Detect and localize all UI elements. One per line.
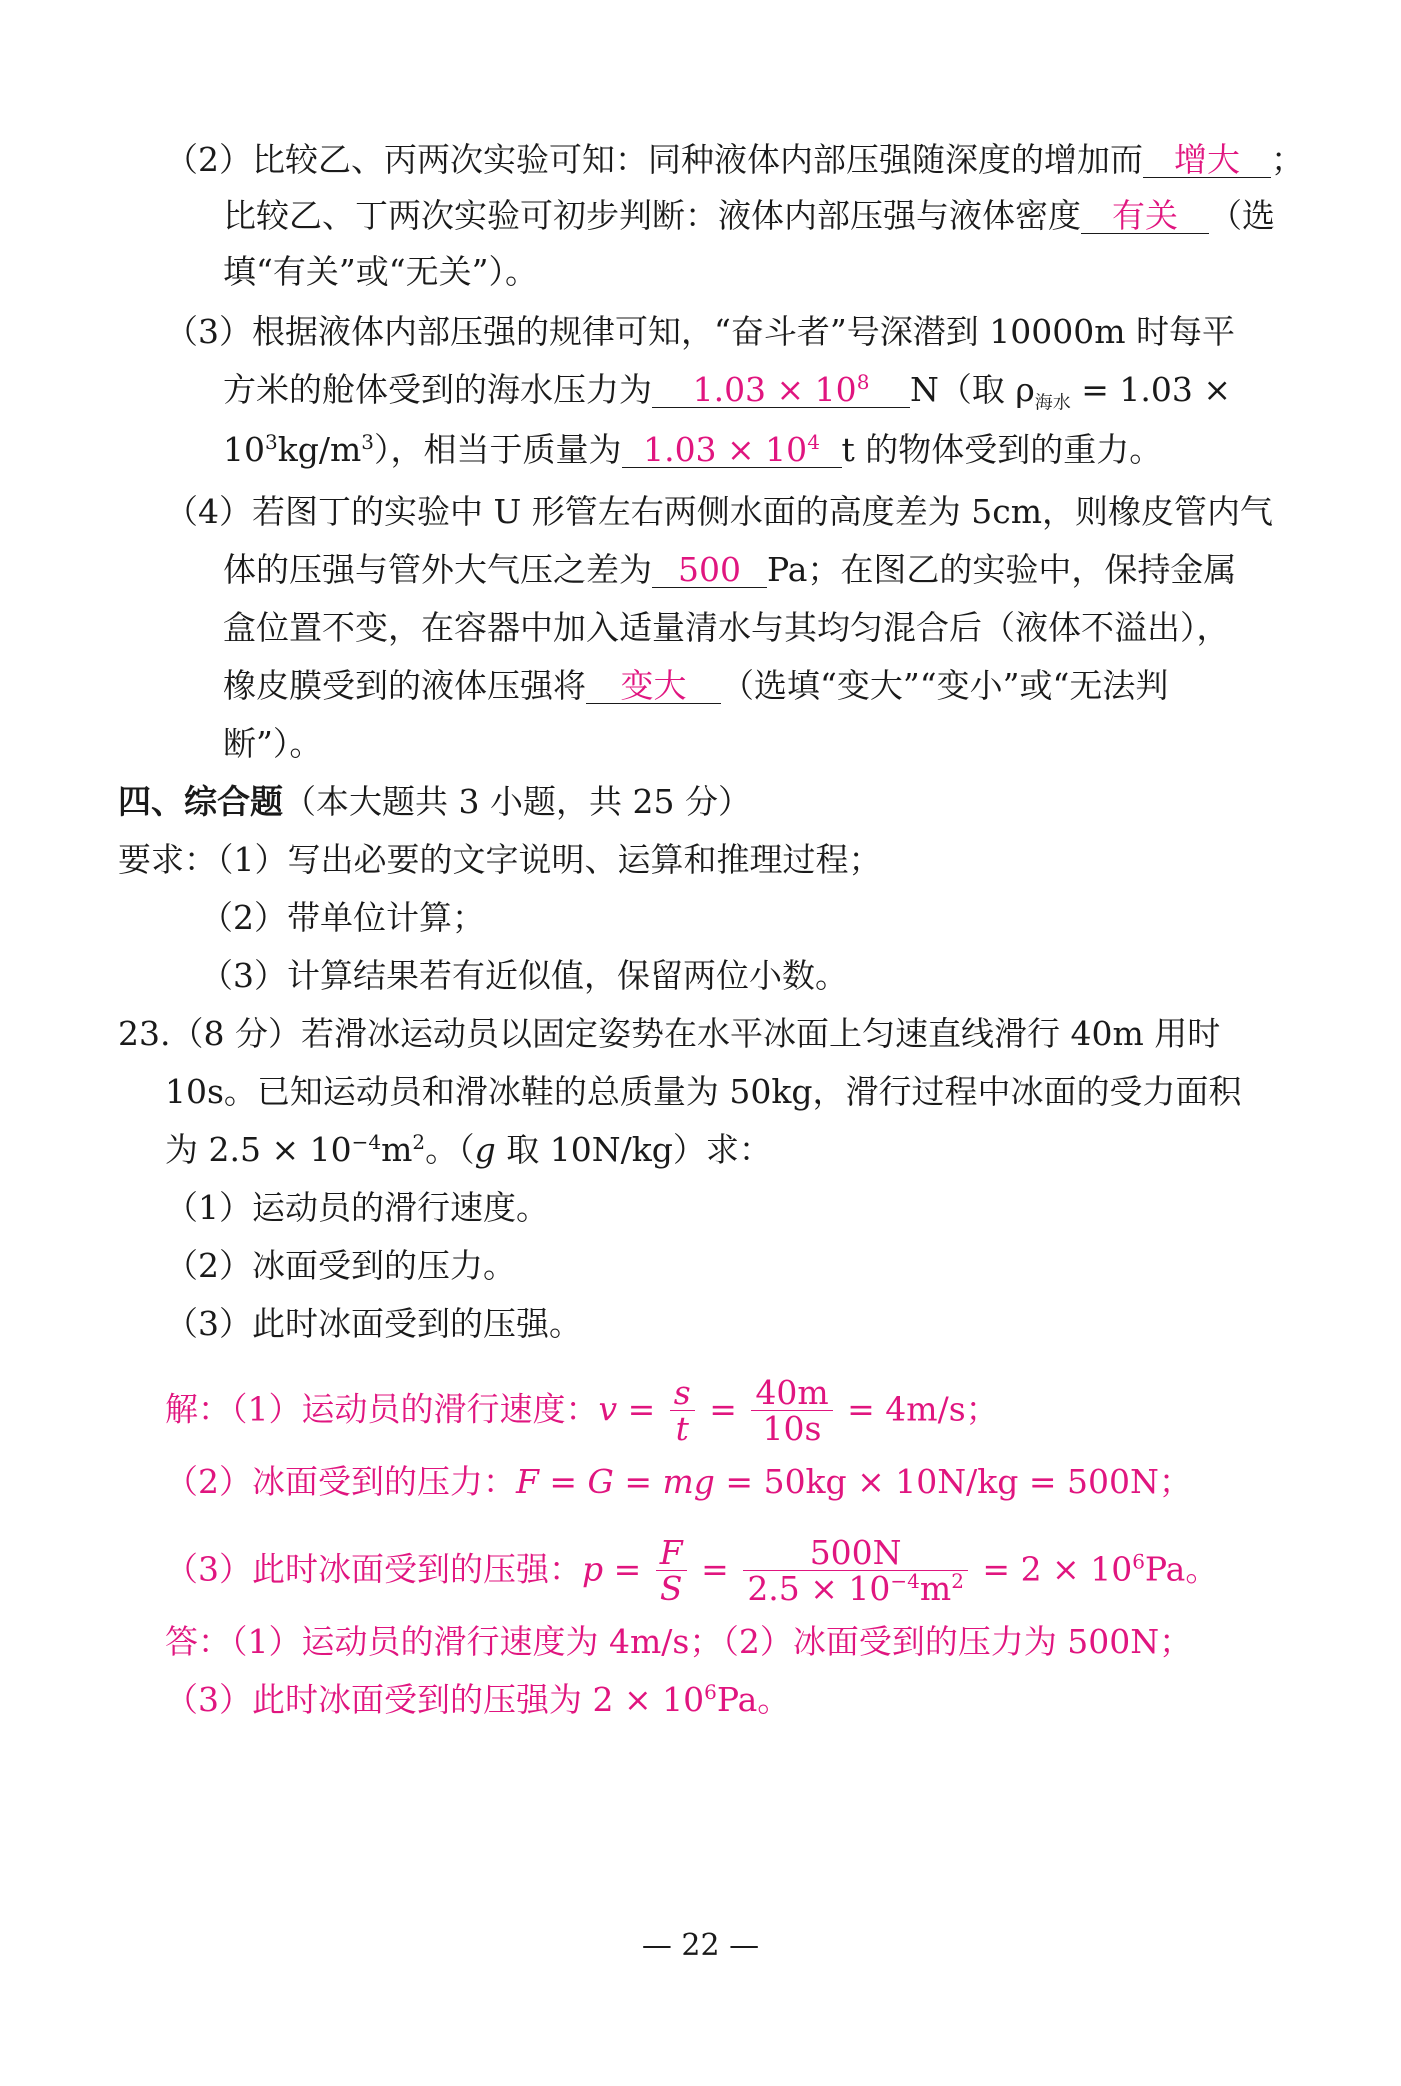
fraction: $\frac{F}{S}$ [656,1536,687,1607]
answer-blank: 变大 [586,669,721,704]
q23-sub3: （3）此时冰面受到的压强。 [165,1304,582,1343]
q22-part4-line3: 盒位置不变，在容器中加入适量清水与其均匀混合后（液体不溢出）， [223,608,1230,647]
requirement-3: （3）计算结果若有近似值，保留两位小数。 [200,956,848,995]
answer-line2: （3）此时冰面受到的压强为 $2 \times 10^6Pa$。 [165,1680,791,1719]
q23-sub2: （2）冰面受到的压力。 [165,1246,516,1285]
q22-part3-line3: $10^3kg/m^3$），相当于质量为 $1.03 \times 10^4$ t 的物体受到的重力。 [223,430,1163,469]
q22-part4-line4: 橡皮膜受到的液体压强将 变大 （选填“变大”“变小”或“无法判 [223,666,1169,705]
q22-part2-line3: 填“有关”或“无关”）。 [223,252,538,291]
q22-part4-line1: （4）若图丁的实验中 U 形管左右两侧水面的高度差为 5cm，则橡皮管内气 [165,492,1274,531]
answer-line1: 答：（1）运动员的滑行速度为 4m/s；（2）冰面受到的压力为 500N； [165,1622,1193,1661]
q23-line2: 10s。已知运动员和滑冰鞋的总质量为 50kg，滑行过程中冰面的受力面积 [165,1072,1242,1111]
answer-blank: $1.03 \times 10^4$ [622,433,842,468]
q22-part3-line2: 方米的舱体受到的海水压力为 $1.03 \times 10^8$ N（取 $\rho_{海水} = 1.03$ × [223,370,1232,414]
q22-part4-line5: 断”）。 [223,724,323,763]
answer-blank: 有关 [1081,199,1209,234]
q22-part4-line2: 体的压强与管外大气压之差为 500 Pa；在图乙的实验中，保持金属 [223,550,1237,589]
q23-line3: 为 $2.5 \times 10^{-4}m^2$。（g 取 10N/kg）求： [165,1130,772,1169]
q22-part3-line1: （3）根据液体内部压强的规律可知，“奋斗者”号深潜到 10000m 时每平 [165,312,1235,351]
q23-line1: 23.（8 分）若滑冰运动员以固定姿势在水平冰面上匀速直线滑行 40m 用时 [118,1014,1221,1053]
q22-part2-line2: 比较乙、丁两次实验可初步判断：液体内部压强与液体密度 有关 （选 [223,196,1275,235]
requirement-2: （2）带单位计算； [200,898,485,937]
fraction: $\frac{s}{t}$ [670,1376,695,1447]
solution-step1: 解：（1）运动员的滑行速度：v = $\frac{s}{t}$ = $\frac{40m}{10s}$ = 4m/s； [165,1373,999,1448]
fraction: $\frac{500N}{2.5 \times 10^{-4}m^2}$ [743,1536,968,1607]
fraction: $\frac{40m}{10s}$ [751,1376,832,1447]
solution-step2: （2）冰面受到的压力：F = G = mg = 50kg × 10N/kg = 500N； [165,1462,1192,1501]
requirement-1: 要求：（1）写出必要的文字说明、运算和推理过程； [118,840,882,879]
page-number: — 22 — [641,1928,760,1963]
answer-blank: 增大 [1143,143,1271,178]
section-heading: 四、综合题（本大题共 3 小题，共 25 分） [118,782,751,821]
solution-step3: （3）此时冰面受到的压强：p = $\frac{F}{S}$ = $\frac{500N}{2.5 \times 10^{-4}m^2}$ = $2 \times 10^6Pa$。 [165,1533,1219,1608]
q22-part2-line1: （2）比较乙、丙两次实验可知：同种液体内部压强随深度的增加而 增大 ； [165,140,1304,179]
answer-blank: $1.03 \times 10^8$ [652,373,910,408]
q23-sub1: （1）运动员的滑行速度。 [165,1188,549,1227]
answer-blank: 500 [652,553,767,588]
